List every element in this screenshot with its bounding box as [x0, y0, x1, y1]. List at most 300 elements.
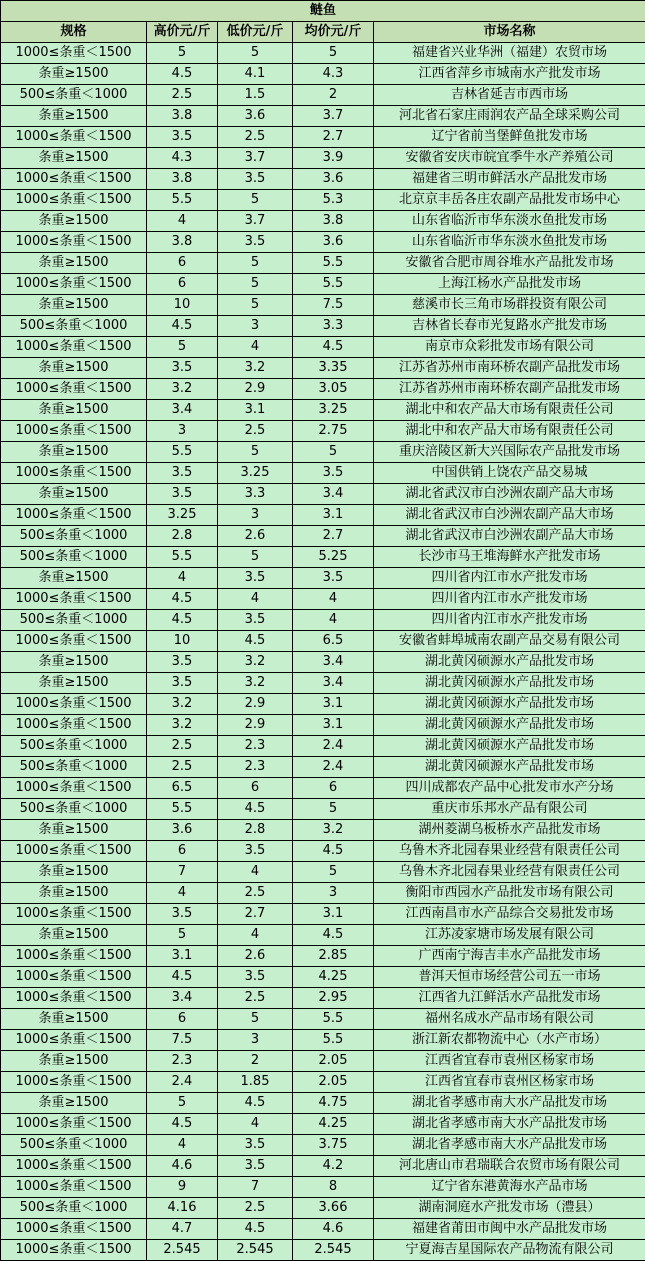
cell-low-price: 3.5: [218, 1156, 293, 1177]
cell-spec: 条重≥1500: [1, 568, 147, 589]
cell-high-price: 4: [147, 883, 218, 904]
cell-low-price: 5: [218, 295, 293, 316]
cell-avg-price: 3.66: [293, 1198, 374, 1219]
cell-market-name: 慈溪市长三角市场群投资有限公司: [374, 295, 645, 316]
cell-avg-price: 4.5: [293, 925, 374, 946]
cell-low-price: 4: [218, 589, 293, 610]
cell-high-price: 2.8: [147, 526, 218, 547]
cell-avg-price: 3.5: [293, 568, 374, 589]
cell-spec: 条重≥1500: [1, 106, 147, 127]
table-row: [1, 358, 645, 379]
cell-low-price: 2.5: [218, 421, 293, 442]
table-row: [1, 379, 645, 400]
cell-high-price: 4.5: [147, 64, 218, 85]
cell-spec: 条重≥1500: [1, 442, 147, 463]
cell-avg-price: 5: [293, 442, 374, 463]
cell-low-price: 3.5: [218, 610, 293, 631]
cell-high-price: 3.5: [147, 484, 218, 505]
cell-spec: 1000≤条重＜1500: [1, 1156, 147, 1177]
cell-low-price: 5: [218, 43, 293, 64]
cell-high-price: 10: [147, 295, 218, 316]
cell-spec: 1000≤条重＜1500: [1, 232, 147, 253]
table-row: [1, 400, 645, 421]
cell-avg-price: 3.05: [293, 379, 374, 400]
cell-high-price: 3.5: [147, 904, 218, 925]
table-row: [1, 85, 645, 106]
table-row: [1, 715, 645, 736]
cell-market-name: 河北省石家庄雨润农产品全球采购公司: [374, 106, 645, 127]
cell-market-name: 江西省宜春市袁州区杨家市场: [374, 1051, 645, 1072]
cell-market-name: 湖北黄冈硕源水产品批发市场: [374, 652, 645, 673]
cell-low-price: 4: [218, 337, 293, 358]
cell-low-price: 3.2: [218, 358, 293, 379]
table-row: [1, 820, 645, 841]
cell-low-price: 2.5: [218, 883, 293, 904]
cell-spec: 1000≤条重＜1500: [1, 988, 147, 1009]
cell-avg-price: 3.6: [293, 169, 374, 190]
cell-high-price: 3.5: [147, 127, 218, 148]
cell-high-price: 6: [147, 274, 218, 295]
cell-low-price: 3.3: [218, 484, 293, 505]
cell-spec: 500≤条重＜1000: [1, 1135, 147, 1156]
cell-avg-price: 3.75: [293, 1135, 374, 1156]
cell-high-price: 4.5: [147, 316, 218, 337]
cell-avg-price: 3.25: [293, 400, 374, 421]
cell-market-name: 北京京丰岳各庄农副产品批发市场中心: [374, 190, 645, 211]
cell-low-price: 3: [218, 505, 293, 526]
cell-spec: 1000≤条重＜1500: [1, 1219, 147, 1240]
table-row: [1, 190, 645, 211]
cell-avg-price: 5.5: [293, 253, 374, 274]
cell-low-price: 2: [218, 1051, 293, 1072]
cell-market-name: 福建省三明市鲜活水产品批发市场: [374, 169, 645, 190]
cell-spec: 条重≥1500: [1, 211, 147, 232]
cell-avg-price: 2.75: [293, 421, 374, 442]
cell-high-price: 2.5: [147, 736, 218, 757]
cell-avg-price: 6: [293, 778, 374, 799]
table-row: [1, 736, 645, 757]
cell-low-price: 1.5: [218, 85, 293, 106]
table-row: [1, 1114, 645, 1135]
cell-low-price: 3.5: [218, 1135, 293, 1156]
cell-high-price: 7.5: [147, 1030, 218, 1051]
cell-market-name: 安徽省蚌埠城南农副产品交易有限公司: [374, 631, 645, 652]
cell-high-price: 3: [147, 421, 218, 442]
cell-spec: 1000≤条重＜1500: [1, 1072, 147, 1093]
cell-market-name: 江西南昌市水产品综合交易批发市场: [374, 904, 645, 925]
cell-high-price: 6.5: [147, 778, 218, 799]
cell-market-name: 江苏省苏州市南环桥农副产品批发市场: [374, 358, 645, 379]
cell-low-price: 5: [218, 442, 293, 463]
cell-avg-price: 4.25: [293, 1114, 374, 1135]
cell-spec: 1000≤条重＜1500: [1, 778, 147, 799]
cell-low-price: 5: [218, 253, 293, 274]
cell-low-price: 3.25: [218, 463, 293, 484]
header-avg-price: 均价元/斤: [293, 22, 374, 43]
cell-spec: 1000≤条重＜1500: [1, 904, 147, 925]
cell-avg-price: 3.4: [293, 673, 374, 694]
cell-avg-price: 2.95: [293, 988, 374, 1009]
table-row: [1, 757, 645, 778]
cell-spec: 条重≥1500: [1, 652, 147, 673]
table-row: [1, 316, 645, 337]
cell-low-price: 3: [218, 1030, 293, 1051]
table-row: [1, 442, 645, 463]
cell-spec: 1000≤条重＜1500: [1, 337, 147, 358]
cell-spec: 1000≤条重＜1500: [1, 421, 147, 442]
cell-spec: 条重≥1500: [1, 925, 147, 946]
cell-high-price: 3.5: [147, 652, 218, 673]
header-high-price: 高价元/斤: [147, 22, 218, 43]
table-row: [1, 1051, 645, 1072]
cell-market-name: 山东省临沂市华东淡水鱼批发市场: [374, 211, 645, 232]
cell-spec: 1000≤条重＜1500: [1, 1240, 147, 1261]
cell-avg-price: 8: [293, 1177, 374, 1198]
cell-market-name: 湖北省孝感市南大水产品批发市场: [374, 1114, 645, 1135]
cell-market-name: 河北唐山市君瑞联合农贸市场有限公司: [374, 1156, 645, 1177]
cell-low-price: 3.5: [218, 841, 293, 862]
cell-market-name: 福建省莆田市闽中水产品批发市场: [374, 1219, 645, 1240]
cell-avg-price: 4.75: [293, 1093, 374, 1114]
cell-avg-price: 2.05: [293, 1051, 374, 1072]
cell-spec: 1000≤条重＜1500: [1, 694, 147, 715]
cell-market-name: 山东省临沂市华东淡水鱼批发市场: [374, 232, 645, 253]
cell-spec: 条重≥1500: [1, 64, 147, 85]
cell-high-price: 4: [147, 568, 218, 589]
table-row: [1, 568, 645, 589]
cell-low-price: 2.5: [218, 127, 293, 148]
cell-high-price: 3.5: [147, 673, 218, 694]
cell-spec: 1000≤条重＜1500: [1, 379, 147, 400]
table-row: [1, 610, 645, 631]
cell-avg-price: 5: [293, 862, 374, 883]
table-row: [1, 421, 645, 442]
cell-market-name: 江西省宜春市袁州区杨家市场: [374, 1072, 645, 1093]
cell-spec: 1000≤条重＜1500: [1, 43, 147, 64]
cell-market-name: 江苏省苏州市南环桥农副产品批发市场: [374, 379, 645, 400]
cell-high-price: 4.5: [147, 967, 218, 988]
cell-avg-price: 7.5: [293, 295, 374, 316]
cell-spec: 条重≥1500: [1, 862, 147, 883]
cell-low-price: 5: [218, 274, 293, 295]
cell-spec: 1000≤条重＜1500: [1, 1030, 147, 1051]
table-row: [1, 988, 645, 1009]
cell-market-name: 广西南宁海吉丰水产品批发市场: [374, 946, 645, 967]
cell-market-name: 中国供销上饶农产品交易城: [374, 463, 645, 484]
cell-low-price: 3.7: [218, 211, 293, 232]
table-row: [1, 295, 645, 316]
cell-market-name: 福建省兴业华洲（福建）农贸市场: [374, 43, 645, 64]
cell-high-price: 5.5: [147, 442, 218, 463]
cell-market-name: 四川省内江市水产批发市场: [374, 568, 645, 589]
cell-avg-price: 3.4: [293, 652, 374, 673]
cell-low-price: 2.9: [218, 694, 293, 715]
cell-high-price: 4.5: [147, 1114, 218, 1135]
table-row: [1, 946, 645, 967]
cell-high-price: 3.2: [147, 379, 218, 400]
cell-spec: 500≤条重＜1000: [1, 799, 147, 820]
cell-low-price: 1.85: [218, 1072, 293, 1093]
cell-low-price: 3: [218, 316, 293, 337]
cell-market-name: 湖北黄冈硕源水产品批发市场: [374, 715, 645, 736]
table-row: [1, 1240, 645, 1261]
cell-high-price: 4.3: [147, 148, 218, 169]
cell-market-name: 辽宁省前当堡鲜鱼批发市场: [374, 127, 645, 148]
table-row: [1, 673, 645, 694]
table-title: 鲢鱼: [1, 1, 645, 22]
cell-high-price: 3.4: [147, 400, 218, 421]
table-row: [1, 463, 645, 484]
cell-high-price: 4: [147, 1135, 218, 1156]
cell-avg-price: 4.5: [293, 337, 374, 358]
cell-high-price: 3.5: [147, 358, 218, 379]
cell-low-price: 3.6: [218, 106, 293, 127]
cell-high-price: 3.8: [147, 169, 218, 190]
cell-low-price: 3.5: [218, 169, 293, 190]
table-row: [1, 526, 645, 547]
cell-market-name: 重庆涪陵区新大兴国际农产品批发市场: [374, 442, 645, 463]
cell-avg-price: 3.8: [293, 211, 374, 232]
table-row: [1, 211, 645, 232]
cell-spec: 1000≤条重＜1500: [1, 1114, 147, 1135]
cell-avg-price: 3.1: [293, 904, 374, 925]
cell-high-price: 10: [147, 631, 218, 652]
cell-avg-price: 2.4: [293, 736, 374, 757]
cell-spec: 1000≤条重＜1500: [1, 190, 147, 211]
cell-spec: 条重≥1500: [1, 1093, 147, 1114]
cell-high-price: 2.3: [147, 1051, 218, 1072]
cell-high-price: 5: [147, 337, 218, 358]
cell-avg-price: 5.25: [293, 547, 374, 568]
cell-high-price: 4: [147, 211, 218, 232]
table-row: [1, 1177, 645, 1198]
header-spec: 规格: [1, 22, 147, 43]
cell-avg-price: 3.7: [293, 106, 374, 127]
cell-spec: 1000≤条重＜1500: [1, 631, 147, 652]
table-row: [1, 106, 645, 127]
cell-avg-price: 3.1: [293, 715, 374, 736]
cell-low-price: 2.9: [218, 715, 293, 736]
table-body: [1, 43, 645, 1261]
cell-market-name: 湖北省孝感市南大水产品批发市场: [374, 1135, 645, 1156]
cell-spec: 500≤条重＜1000: [1, 547, 147, 568]
cell-avg-price: 3.9: [293, 148, 374, 169]
cell-spec: 1000≤条重＜1500: [1, 589, 147, 610]
cell-low-price: 3.2: [218, 652, 293, 673]
cell-market-name: 乌鲁木齐北园春果业经营有限责任公司: [374, 862, 645, 883]
table-row: [1, 43, 645, 64]
cell-market-name: 湖州菱湖乌板桥水产品批发市场: [374, 820, 645, 841]
cell-high-price: 3.2: [147, 694, 218, 715]
table-row: [1, 148, 645, 169]
cell-avg-price: 4.2: [293, 1156, 374, 1177]
cell-low-price: 5: [218, 190, 293, 211]
table-row: [1, 967, 645, 988]
cell-high-price: 3.4: [147, 988, 218, 1009]
cell-market-name: 重庆市乐邦水产品有限公司: [374, 799, 645, 820]
cell-avg-price: 2.05: [293, 1072, 374, 1093]
cell-spec: 条重≥1500: [1, 358, 147, 379]
table-row: [1, 1219, 645, 1240]
table-row: [1, 64, 645, 85]
cell-low-price: 4: [218, 925, 293, 946]
cell-low-price: 6: [218, 778, 293, 799]
cell-avg-price: 4.25: [293, 967, 374, 988]
cell-high-price: 3.1: [147, 946, 218, 967]
cell-low-price: 3.7: [218, 148, 293, 169]
cell-low-price: 3.1: [218, 400, 293, 421]
cell-avg-price: 5.5: [293, 274, 374, 295]
cell-market-name: 南京市众彩批发市场有限公司: [374, 337, 645, 358]
cell-low-price: 2.7: [218, 904, 293, 925]
cell-market-name: 长沙市马王堆海鲜水产批发市场: [374, 547, 645, 568]
cell-market-name: 上海江杨水产品批发市场: [374, 274, 645, 295]
cell-spec: 1000≤条重＜1500: [1, 505, 147, 526]
cell-high-price: 4.7: [147, 1219, 218, 1240]
cell-low-price: 2.3: [218, 757, 293, 778]
cell-avg-price: 4: [293, 610, 374, 631]
cell-high-price: 4.5: [147, 610, 218, 631]
cell-spec: 条重≥1500: [1, 1051, 147, 1072]
cell-high-price: 5: [147, 1093, 218, 1114]
cell-market-name: 湖北黄冈硕源水产品批发市场: [374, 757, 645, 778]
table-row: [1, 337, 645, 358]
cell-market-name: 安徽省安庆市皖宜季牛水产养殖公司: [374, 148, 645, 169]
table-row: [1, 127, 645, 148]
cell-high-price: 5.5: [147, 547, 218, 568]
cell-high-price: 3.6: [147, 820, 218, 841]
cell-high-price: 5: [147, 43, 218, 64]
cell-market-name: 江西省九江鲜活水产品批发市场: [374, 988, 645, 1009]
cell-high-price: 6: [147, 253, 218, 274]
table-row: [1, 652, 645, 673]
table-row: [1, 694, 645, 715]
table-row: [1, 862, 645, 883]
cell-low-price: 2.3: [218, 736, 293, 757]
cell-high-price: 4.5: [147, 589, 218, 610]
table-row: [1, 1198, 645, 1219]
cell-market-name: 浙江新农都物流中心（水产市场）: [374, 1030, 645, 1051]
cell-market-name: 四川省内江市水产批发市场: [374, 610, 645, 631]
table-row: [1, 1072, 645, 1093]
cell-spec: 500≤条重＜1000: [1, 316, 147, 337]
cell-market-name: 江苏凌家塘市场发展有限公司: [374, 925, 645, 946]
cell-high-price: 2.545: [147, 1240, 218, 1261]
cell-market-name: 湖北黄冈硕源水产品批发市场: [374, 673, 645, 694]
cell-avg-price: 2.85: [293, 946, 374, 967]
cell-high-price: 9: [147, 1177, 218, 1198]
cell-avg-price: 3.35: [293, 358, 374, 379]
cell-market-name: 福州名成水产品市场有限公司: [374, 1009, 645, 1030]
cell-low-price: 2.5: [218, 1198, 293, 1219]
table-row: [1, 253, 645, 274]
header-market-name: 市场名称: [374, 22, 645, 43]
cell-avg-price: 3.1: [293, 694, 374, 715]
cell-spec: 500≤条重＜1000: [1, 610, 147, 631]
cell-spec: 500≤条重＜1000: [1, 757, 147, 778]
table-row: [1, 799, 645, 820]
table-row: [1, 1156, 645, 1177]
cell-avg-price: 3.1: [293, 505, 374, 526]
cell-avg-price: 5.5: [293, 1009, 374, 1030]
cell-avg-price: 5: [293, 43, 374, 64]
table-row: [1, 505, 645, 526]
title-row: [1, 1, 645, 22]
cell-low-price: 7: [218, 1177, 293, 1198]
cell-spec: 1000≤条重＜1500: [1, 946, 147, 967]
cell-market-name: 江西省萍乡市城南水产批发市场: [374, 64, 645, 85]
cell-avg-price: 3: [293, 883, 374, 904]
table-row: [1, 1009, 645, 1030]
cell-market-name: 吉林省延吉市西市场: [374, 85, 645, 106]
cell-spec: 条重≥1500: [1, 484, 147, 505]
table-row: [1, 169, 645, 190]
table-row: [1, 925, 645, 946]
table-row: [1, 904, 645, 925]
cell-spec: 1000≤条重＜1500: [1, 715, 147, 736]
cell-high-price: 7: [147, 862, 218, 883]
cell-low-price: 5: [218, 1009, 293, 1030]
cell-low-price: 4.1: [218, 64, 293, 85]
cell-spec: 条重≥1500: [1, 673, 147, 694]
cell-spec: 1000≤条重＜1500: [1, 169, 147, 190]
cell-avg-price: 4.6: [293, 1219, 374, 1240]
cell-market-name: 四川成都农产品中心批发市水产分场: [374, 778, 645, 799]
cell-avg-price: 3.5: [293, 463, 374, 484]
cell-low-price: 4.5: [218, 1219, 293, 1240]
cell-market-name: 湖南洞庭水产批发市场（澧县）: [374, 1198, 645, 1219]
cell-high-price: 2.5: [147, 757, 218, 778]
cell-spec: 500≤条重＜1000: [1, 85, 147, 106]
cell-avg-price: 5.3: [293, 190, 374, 211]
table-row: [1, 274, 645, 295]
table-row: [1, 484, 645, 505]
cell-market-name: 普洱天恒市场经营公司五一市场: [374, 967, 645, 988]
table-row: [1, 883, 645, 904]
cell-high-price: 2.4: [147, 1072, 218, 1093]
cell-spec: 500≤条重＜1000: [1, 1198, 147, 1219]
header-row: [1, 22, 645, 43]
cell-market-name: 湖北省孝感市南大水产品批发市场: [374, 1093, 645, 1114]
cell-spec: 条重≥1500: [1, 883, 147, 904]
cell-avg-price: 5: [293, 799, 374, 820]
cell-low-price: 4.5: [218, 631, 293, 652]
cell-low-price: 3.2: [218, 673, 293, 694]
cell-low-price: 4: [218, 1114, 293, 1135]
cell-market-name: 湖北中和农产品大市场有限责任公司: [374, 400, 645, 421]
cell-market-name: 湖北黄冈硕源水产品批发市场: [374, 694, 645, 715]
cell-high-price: 4.16: [147, 1198, 218, 1219]
cell-market-name: 湖北黄冈硕源水产品批发市场: [374, 736, 645, 757]
cell-avg-price: 3.4: [293, 484, 374, 505]
cell-spec: 500≤条重＜1000: [1, 736, 147, 757]
cell-avg-price: 3.3: [293, 316, 374, 337]
cell-market-name: 湖北省武汉市白沙洲农副产品大市场: [374, 505, 645, 526]
cell-avg-price: 5.5: [293, 1030, 374, 1051]
cell-low-price: 3.5: [218, 967, 293, 988]
cell-low-price: 4.5: [218, 799, 293, 820]
cell-high-price: 5.5: [147, 799, 218, 820]
cell-high-price: 3.8: [147, 106, 218, 127]
table-row: [1, 1135, 645, 1156]
cell-avg-price: 4: [293, 589, 374, 610]
cell-low-price: 2.5: [218, 988, 293, 1009]
cell-avg-price: 6.5: [293, 631, 374, 652]
cell-market-name: 衡阳市西园水产品批发市场有限公司: [374, 883, 645, 904]
cell-low-price: 4.5: [218, 1093, 293, 1114]
cell-high-price: 3.8: [147, 232, 218, 253]
cell-market-name: 吉林省长春市光复路水产批发市场: [374, 316, 645, 337]
